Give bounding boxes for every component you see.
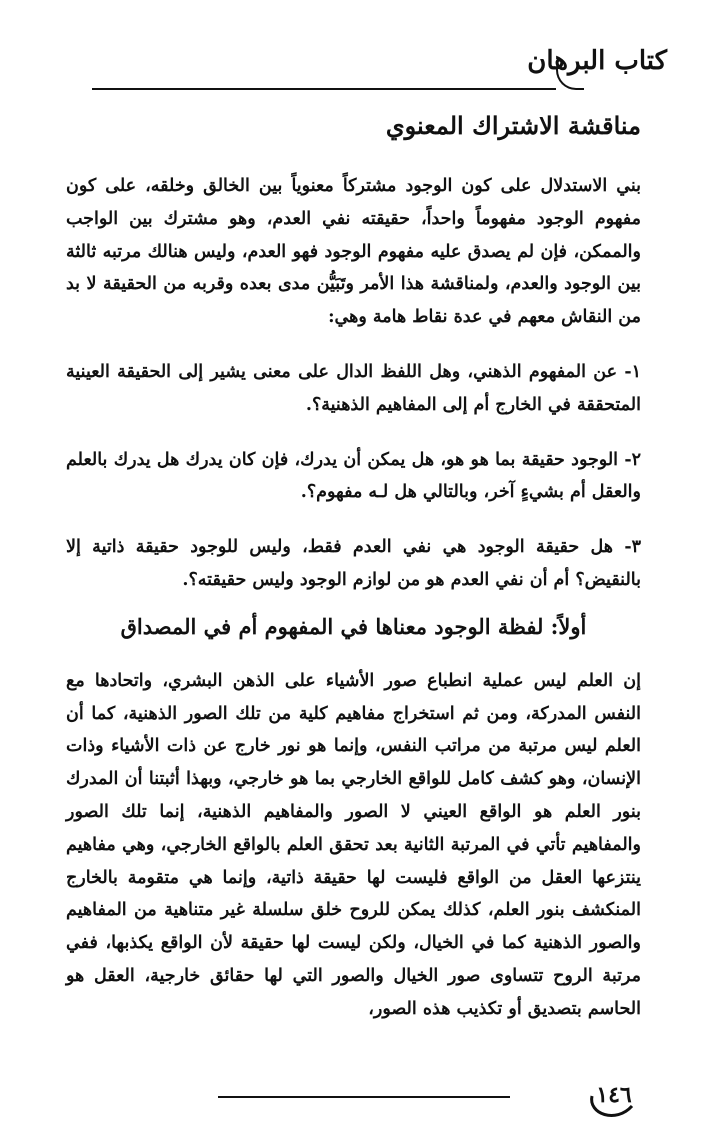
page-content [66,96,641,1026]
subheading: أولاً: لفظة الوجود معناها في المفهوم أم في المصداق [120,613,587,639]
header-rule-flourish [556,68,584,90]
body-paragraph: إن العلم ليس عملية انطباع صور الأشياء على الذهن البشري، واتحادها مع النفس المدركة، ومن ثم استخراج مفاهيم كلية من تلك الصور الذهنية، كما أن العلم ليس مرتبة من مراتب النفس، وإنما هو نور خارج عن ذات الأشياء وذات الإنسان، وهو كشف كامل للواقع الخارجي بما هو خارجي، وبهذا أثبتنا أن المدرك بنور العلم هو الواقع العيني لا الصور والمفاهيم الذهنية، إنما تلك الصور والمفاهيم تأتي في المرتبة الثانية بعد تحقق العلم بالواقع الخارجي، وهي مفاهيم ينتزعها العقل من الواقع فليست لها حقيقة ذاتية، وإنما هي متقومة بالخارج المنكشف بنور العلم، كذلك يمكن للروح خلق سلسلة غير متناهية من المفاهيم والصور الذهنية كما في الخيال، ولكن ليست لها حقيقة لأن الواقع يكذبها، ففي مرتبة الروح تتساوى صور الخيال والصور التي لها حقائق خارجية، العقل هو الحاسم بتصديق أو تكذيب هذه الصور، [66,670,641,1019]
numbered-point-1: ١- عن المفهوم الذهني، وهل اللفظ الدال على معنى يشير إلى الحقيقة العينية المتحققة في الخارج أم إلى المفاهيم الذهنية؟. [66,361,641,415]
page-number: ١٤٦ [596,1082,632,1108]
numbered-point-3: ٣- هل حقيقة الوجود هي نفي العدم فقط، وليس للوجود حقيقة ذاتية إلا بالنقيض؟ أم أن نفي العدم هو من لوازم الوجود وليس حقيقته؟. [66,537,641,590]
section-title: مناقشة الاشتراك المعنوي [385,111,641,140]
header-rule [92,88,556,90]
numbered-point-2: ٢- الوجود حقيقة بما هو هو، هل يمكن أن يدرك، فإن كان يدرك هل يدرك بالعلم والعقل أم بشيءٍ آخر، وبالتالي هل لـه مفهوم؟. [66,449,641,503]
intro-paragraph: بني الاستدلال على كون الوجود مشتركاً معنوياً بين الخالق وخلقه، على كون مفهوم الوجود مفهوماً واحداً، حقيقته نفي العدم، وهو مشترك بين الواجب والممكن، فإن لم يصدق عليه مفهوم الوجود فهو العدم، وليس هنالك مرتبه ثالثة بين الوجود والعدم، ولمناقشة هذا الأمر وتَبَيُّن مدى بعده وقربه من الحقيقة لا بد من النقاش معهم في عدة نقاط هامة وهي: [66,176,641,328]
footer-rule [218,1096,510,1098]
book-title-logo: كتاب البرهان [527,46,667,76]
